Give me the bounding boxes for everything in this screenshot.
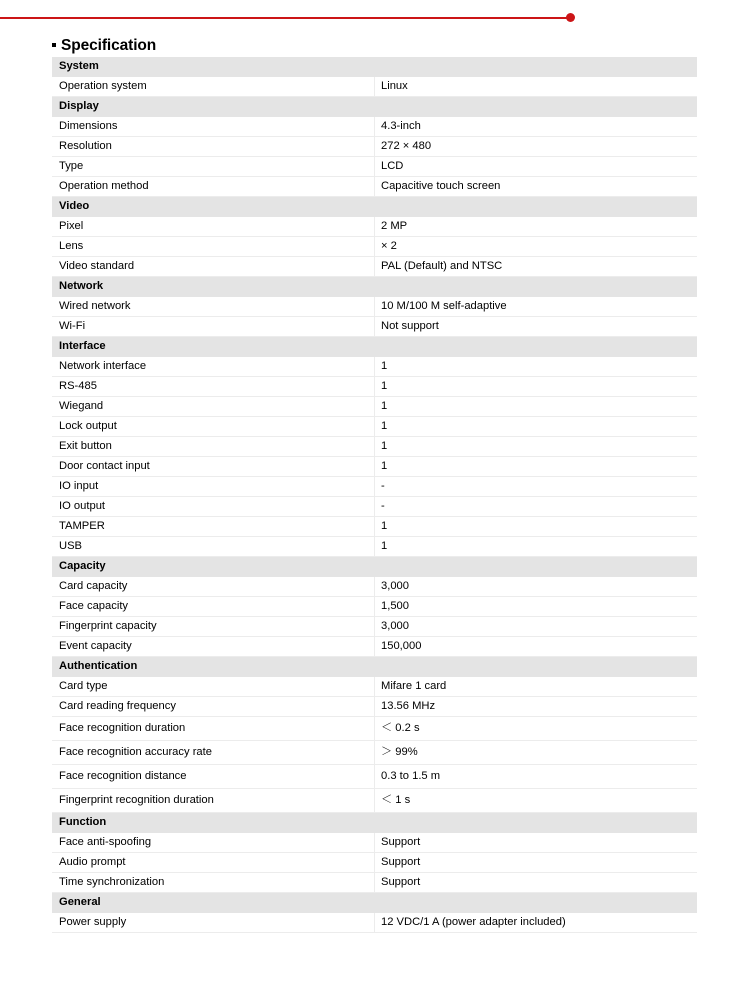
section-header-label: Network	[52, 277, 697, 297]
spec-value: 13.56 MHz	[375, 697, 698, 717]
spec-label: Face recognition duration	[52, 717, 375, 741]
spec-label: Audio prompt	[52, 853, 375, 873]
header-accent-rule	[0, 17, 570, 19]
spec-label: Face anti-spoofing	[52, 833, 375, 853]
specification-table-body	[52, 57, 697, 933]
spec-value: Support	[375, 853, 698, 873]
specification-table	[52, 57, 697, 933]
table-row	[52, 437, 697, 457]
spec-value: 1	[375, 517, 698, 537]
spec-label: Pixel	[52, 217, 375, 237]
section-header-row	[52, 197, 697, 217]
spec-label: Operation method	[52, 177, 375, 197]
spec-label: TAMPER	[52, 517, 375, 537]
section-header-row	[52, 337, 697, 357]
table-row	[52, 617, 697, 637]
spec-label: IO output	[52, 497, 375, 517]
page-title	[52, 36, 156, 56]
table-row	[52, 177, 697, 197]
spec-label: Lock output	[52, 417, 375, 437]
table-row	[52, 873, 697, 893]
spec-label: Wi-Fi	[52, 317, 375, 337]
spec-label: Door contact input	[52, 457, 375, 477]
table-row	[52, 317, 697, 337]
table-row	[52, 497, 697, 517]
header-accent-dot	[566, 13, 575, 22]
section-header-label: Authentication	[52, 657, 697, 677]
section-header-row	[52, 557, 697, 577]
spec-value: ＜ 1 s	[375, 789, 698, 813]
spec-label: Resolution	[52, 137, 375, 157]
table-row	[52, 417, 697, 437]
spec-label: IO input	[52, 477, 375, 497]
spec-label: Face recognition distance	[52, 765, 375, 789]
table-row	[52, 597, 697, 617]
spec-value: -	[375, 477, 698, 497]
spec-value: ＞ 99%	[375, 741, 698, 765]
section-header-label: Display	[52, 97, 697, 117]
spec-value: 0.3 to 1.5 m	[375, 765, 698, 789]
table-row	[52, 789, 697, 813]
table-row	[52, 853, 697, 873]
spec-value: 150,000	[375, 637, 698, 657]
spec-label: Wired network	[52, 297, 375, 317]
spec-value: 10 M/100 M self-adaptive	[375, 297, 698, 317]
spec-value: 2 MP	[375, 217, 698, 237]
spec-label: Card capacity	[52, 577, 375, 597]
table-row	[52, 717, 697, 741]
spec-label: Face recognition accuracy rate	[52, 741, 375, 765]
table-row	[52, 913, 697, 933]
table-row	[52, 833, 697, 853]
section-header-label: System	[52, 57, 697, 77]
table-row	[52, 217, 697, 237]
spec-label: Operation system	[52, 77, 375, 97]
spec-value: ＜ 0.2 s	[375, 717, 698, 741]
spec-value: 272 × 480	[375, 137, 698, 157]
spec-value: 1	[375, 537, 698, 557]
spec-value: Linux	[375, 77, 698, 97]
spec-label: Lens	[52, 237, 375, 257]
section-header-row	[52, 813, 697, 833]
section-header-label: Function	[52, 813, 697, 833]
spec-value: 1	[375, 357, 698, 377]
table-row	[52, 397, 697, 417]
table-row	[52, 517, 697, 537]
spec-label: USB	[52, 537, 375, 557]
table-row	[52, 377, 697, 397]
spec-value: -	[375, 497, 698, 517]
section-header-label: General	[52, 893, 697, 913]
spec-value: 1	[375, 377, 698, 397]
spec-label: Network interface	[52, 357, 375, 377]
table-row	[52, 765, 697, 789]
spec-label: Fingerprint recognition duration	[52, 789, 375, 813]
table-row	[52, 477, 697, 497]
spec-label: Fingerprint capacity	[52, 617, 375, 637]
spec-label: RS-485	[52, 377, 375, 397]
spec-value: 1	[375, 457, 698, 477]
spec-value: 4.3-inch	[375, 117, 698, 137]
table-row	[52, 357, 697, 377]
spec-label: Video standard	[52, 257, 375, 277]
spec-value: Capacitive touch screen	[375, 177, 698, 197]
page-title-text: Specification	[61, 37, 157, 54]
spec-label: Time synchronization	[52, 873, 375, 893]
table-row	[52, 697, 697, 717]
table-row	[52, 637, 697, 657]
table-row	[52, 457, 697, 477]
spec-label: Power supply	[52, 913, 375, 933]
table-row	[52, 297, 697, 317]
table-row	[52, 77, 697, 97]
section-header-row	[52, 97, 697, 117]
spec-value: Mifare 1 card	[375, 677, 698, 697]
table-row	[52, 741, 697, 765]
table-row	[52, 137, 697, 157]
table-row	[52, 677, 697, 697]
spec-value: PAL (Default) and NTSC	[375, 257, 698, 277]
table-row	[52, 537, 697, 557]
table-row	[52, 157, 697, 177]
spec-value: 1	[375, 397, 698, 417]
table-row	[52, 577, 697, 597]
section-header-label: Capacity	[52, 557, 697, 577]
section-header-row	[52, 57, 697, 77]
spec-value: 12 VDC/1 A (power adapter included)	[375, 913, 698, 933]
spec-label: Exit button	[52, 437, 375, 457]
spec-label: Card reading frequency	[52, 697, 375, 717]
spec-value: × 2	[375, 237, 698, 257]
spec-value: 1	[375, 437, 698, 457]
table-row	[52, 257, 697, 277]
spec-value: 1,500	[375, 597, 698, 617]
spec-value: 1	[375, 417, 698, 437]
bullet-icon	[52, 43, 56, 47]
spec-label: Card type	[52, 677, 375, 697]
section-header-row	[52, 277, 697, 297]
spec-value: Not support	[375, 317, 698, 337]
table-row	[52, 237, 697, 257]
spec-value: 3,000	[375, 577, 698, 597]
spec-label: Type	[52, 157, 375, 177]
spec-value: Support	[375, 833, 698, 853]
spec-label: Wiegand	[52, 397, 375, 417]
section-header-row	[52, 657, 697, 677]
spec-label: Face capacity	[52, 597, 375, 617]
section-header-label: Interface	[52, 337, 697, 357]
spec-label: Dimensions	[52, 117, 375, 137]
spec-value: LCD	[375, 157, 698, 177]
spec-value: Support	[375, 873, 698, 893]
section-header-label: Video	[52, 197, 697, 217]
table-row	[52, 117, 697, 137]
section-header-row	[52, 893, 697, 913]
spec-label: Event capacity	[52, 637, 375, 657]
spec-value: 3,000	[375, 617, 698, 637]
